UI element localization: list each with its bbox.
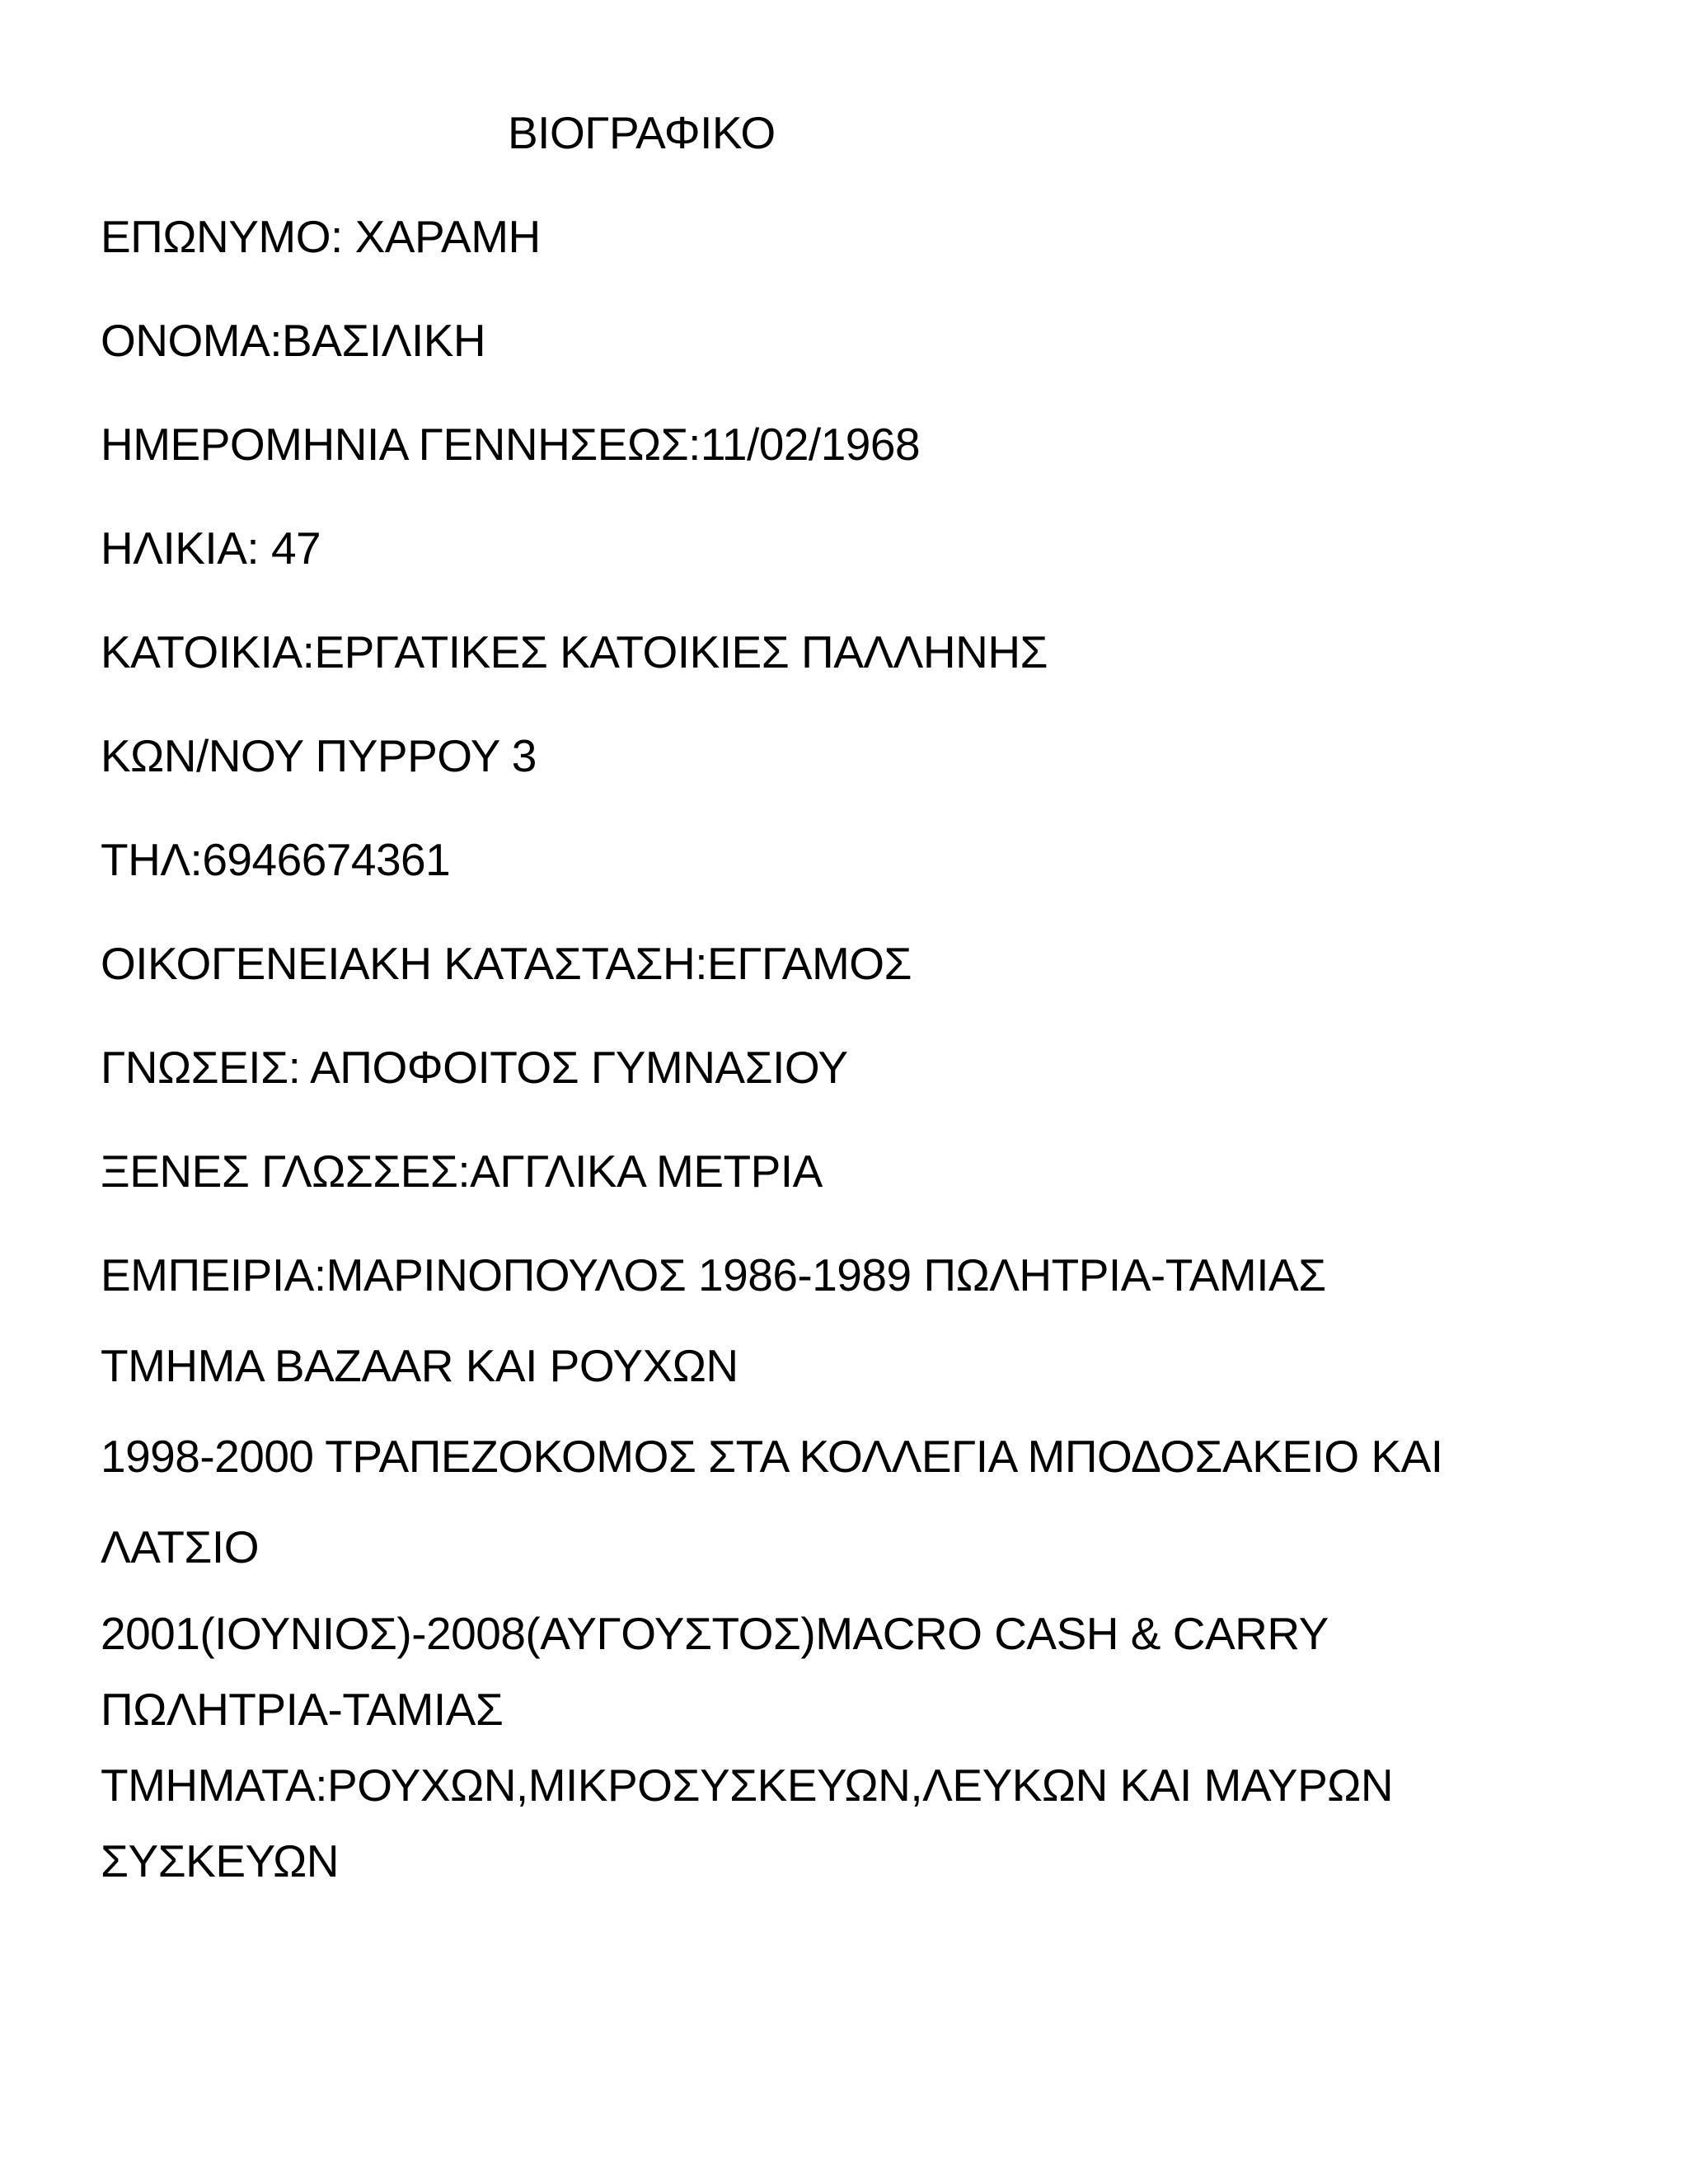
experience-2-line-2: ΛΑΤΣΙΟ [101,1521,259,1572]
experience-3-line-4: ΣΥΣΚΕΥΩΝ [101,1835,339,1886]
name-line: ΟΝΟΜΑ:ΒΑΣΙΛΙΚΗ [101,315,486,366]
experience-1-line-2: ΤΜΗΜΑ BAZAAR ΚΑΙ ΡΟΥΧΩΝ [101,1340,738,1391]
age-line: ΗΛΙΚΙΑ: 47 [101,523,321,574]
marital-status-line: ΟΙΚΟΓΕΝΕΙΑΚΗ ΚΑΤΑΣΤΑΣΗ:ΕΓΓΑΜΟΣ [101,938,912,989]
experience-3-line-2: ΠΩΛΗΤΡΙΑ-ΤΑΜΙΑΣ [101,1684,504,1735]
experience-3-line-3: ΤΜΗΜΑΤΑ:ΡΟΥΧΩΝ,ΜΙΚΡΟΣΥΣΚΕΥΩΝ,ΛΕΥΚΩΝ ΚΑΙ ΜΑΥΡΩΝ [101,1760,1394,1811]
experience-paragraph-1 [101,1230,1326,1411]
residence-line: ΚΑΤΟΙΚΙΑ:ΕΡΓΑΤΙΚΕΣ ΚΑΤΟΙΚΙΕΣ ΠΑΛΛΗΝΗΣ [101,626,1048,677]
birthdate-line: ΗΜΕΡΟΜΗΝΙΑ ΓΕΝΝΗΣΕΩΣ:11/02/1968 [101,419,921,470]
surname-line: ΕΠΩΝΥΜΟ: ΧΑΡΑΜΗ [101,211,541,262]
experience-1-line-1: ΕΜΠΕΙΡΙΑ:ΜΑΡΙΝΟΠΟΥΛΟΣ 1986-1989 ΠΩΛΗΤΡΙΑ-ΤΑΜΙΑΣ [101,1249,1326,1301]
languages-line: ΞΕΝΕΣ ΓΛΩΣΣΕΣ:ΑΓΓΛΙΚΑ ΜΕΤΡΙΑ [101,1146,823,1197]
experience-paragraph-2 [101,1411,1443,1592]
document-title: ΒΙΟΓΡΑΦΙΚΟ [508,107,776,158]
experience-2-line-1: 1998-2000 ΤΡΑΠΕΖΟΚΟΜΟΣ ΣΤΑ ΚΟΛΛΕΓΙΑ ΜΠΟΔΟΣΑΚΕΙΟ ΚΑΙ [101,1431,1443,1482]
address-line: ΚΩΝ/ΝΟΥ ΠΥΡΡΟΥ 3 [101,730,537,781]
phone-line: ΤΗΛ:6946674361 [101,834,451,885]
education-line: ΓΝΩΣΕΙΣ: ΑΠΟΦΟΙΤΟΣ ΓΥΜΝΑΣΙΟΥ [101,1042,848,1093]
experience-paragraph-3 [101,1596,1393,1899]
experience-3-line-1: 2001(ΙΟΥΝΙΟΣ)-2008(ΑΥΓΟΥΣΤΟΣ)MACRO CASH & CARRY [101,1608,1329,1659]
